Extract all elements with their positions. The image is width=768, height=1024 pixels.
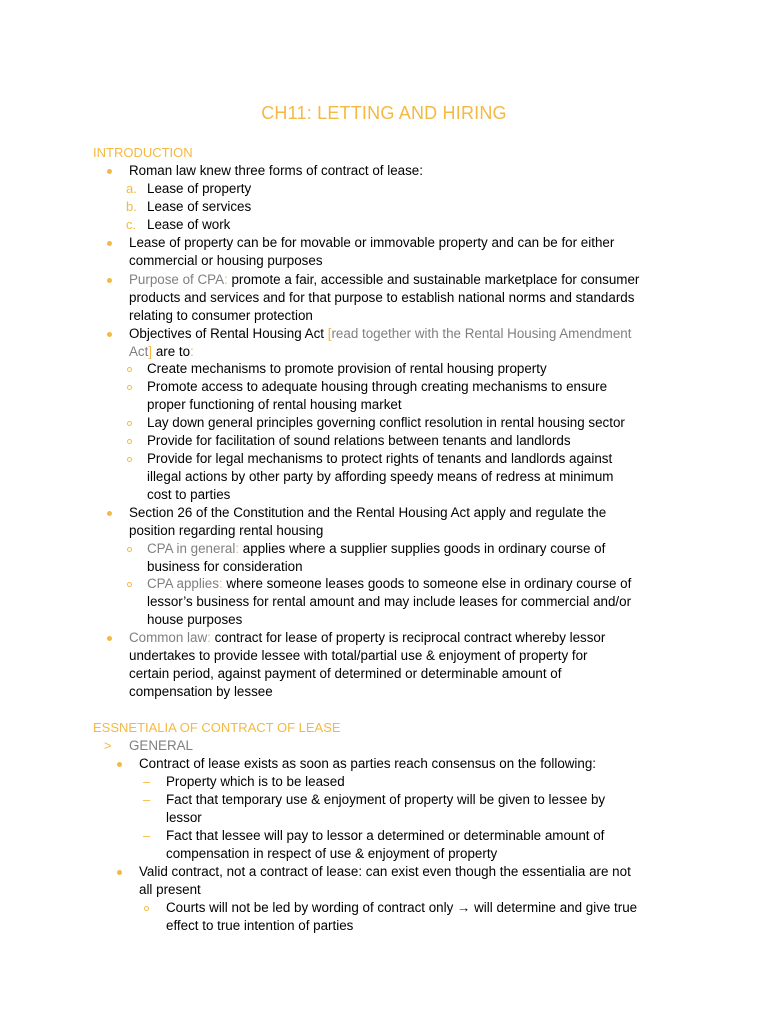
sub-bullet-icon — [127, 385, 132, 390]
text-run: Act — [129, 344, 149, 359]
list-item — [147, 540, 605, 558]
bullet-text: Valid contract, not a contract of lease: can exist even though the essentialia are not — [139, 864, 631, 879]
bullet-text: Roman law knew three forms of contract of lease: — [129, 163, 423, 178]
sub-bullet-icon — [127, 547, 132, 552]
bullet-text — [129, 629, 605, 647]
bullet-icon — [107, 169, 112, 174]
list-item: cost to parties — [147, 487, 231, 502]
bullet-text: commercial or housing purposes — [129, 253, 323, 268]
list-item: Promote access to adequate housing through creating mechanisms to ensure — [147, 379, 608, 394]
list-item: effect to true intention of parties — [166, 918, 354, 933]
list-item: Lay down general principles governing conflict resolution in rental housing sector — [147, 415, 625, 430]
dash-marker: – — [143, 828, 151, 843]
term-colon: : — [190, 344, 194, 359]
bullet-icon — [117, 870, 122, 875]
subheading-general: GENERAL — [129, 738, 193, 753]
list-item: compensation in respect of use & enjoyment of property — [166, 846, 498, 861]
term-colon: : — [235, 541, 240, 556]
list-item: Lease of services — [147, 199, 252, 214]
bullet-text: Contract of lease exists as soon as parties reach consensus on the following: — [139, 756, 597, 771]
term-label: CPA in general — [147, 541, 236, 556]
list-item: Create mechanisms to promote provision of rental housing property — [147, 361, 547, 376]
list-item: Lease of work — [147, 217, 231, 232]
text-run: Objectives of Rental Housing Act — [129, 326, 328, 341]
bullet-text: products and services and for that purpose to establish national norms and standards — [129, 290, 635, 305]
bullet-icon — [107, 278, 112, 283]
sub-bullet-icon — [127, 457, 132, 462]
sub-bullet-icon — [127, 421, 132, 426]
section-heading-introduction: INTRODUCTION — [93, 145, 193, 160]
dash-marker: – — [143, 774, 151, 789]
bullet-text: position regarding rental housing — [129, 523, 324, 538]
list-marker: a. — [126, 181, 137, 196]
term-text: promote a fair, accessible and sustainable marketplace for consumer — [227, 272, 640, 287]
text-run: are to — [152, 344, 191, 359]
bracket: ] — [148, 344, 153, 359]
list-item: Fact that temporary use & enjoyment of property will be given to lessee by — [166, 792, 606, 807]
list-item: Provide for facilitation of sound relations between tenants and landlords — [147, 433, 571, 448]
page-title: CH11: LETTING AND HIRING — [261, 103, 507, 123]
dash-marker: – — [143, 792, 151, 807]
bracket: [ — [327, 326, 332, 341]
list-item: business for consideration — [147, 559, 303, 574]
term-colon: : — [224, 272, 228, 287]
bullet-text — [129, 325, 631, 343]
bullet-icon — [117, 762, 122, 767]
list-item: illegal actions by other party by affording speedy means of redress at minimum — [147, 469, 614, 484]
bullet-text: certain period, against payment of determined or determinable amount of — [129, 666, 562, 681]
list-marker: c. — [126, 217, 137, 232]
list-item: proper functioning of rental housing market — [147, 397, 402, 412]
list-item: Lease of property — [147, 181, 252, 196]
list-item: lessor — [166, 810, 202, 825]
bullet-text: compensation by lessee — [129, 684, 273, 699]
term-label: CPA applies — [147, 576, 219, 591]
section-heading-essentialia: ESSNETIALIA OF CONTRACT OF LEASE — [93, 720, 341, 735]
list-item: Courts will not be led by wording of contract only → will determine and give true — [166, 900, 638, 915]
bullet-icon — [107, 241, 112, 246]
bullet-icon — [107, 636, 112, 641]
text-run: read together with the Rental Housing Amendment — [331, 326, 632, 341]
bullet-icon — [107, 332, 112, 337]
term-label: Purpose of CPA — [129, 272, 225, 287]
list-item: lessor’s business for rental amount and may include leases for commercial and/or — [147, 594, 632, 609]
term-text: where someone leases goods to someone else in ordinary course of — [222, 576, 632, 591]
term-colon: : — [207, 630, 211, 645]
list-item: house purposes — [147, 612, 243, 627]
bullet-text — [129, 343, 194, 361]
sub-bullet-icon — [127, 439, 132, 444]
bullet-text: Lease of property can be for movable or immovable property and can be for either — [129, 235, 615, 250]
list-item: Property which is to be leased — [166, 774, 345, 789]
list-item — [147, 575, 631, 593]
bullet-text — [129, 271, 639, 289]
bullet-text: undertakes to provide lessee with total/partial use & enjoyment of property for — [129, 648, 588, 663]
bullet-icon — [107, 511, 112, 516]
sub-bullet-icon — [127, 367, 132, 372]
term-label: Common law — [129, 630, 208, 645]
list-item: Fact that lessee will pay to lessor a determined or determinable amount of — [166, 828, 605, 843]
bullet-text: relating to consumer protection — [129, 308, 313, 323]
bullet-text: all present — [139, 882, 201, 897]
sub-bullet-icon — [144, 906, 149, 911]
list-item: Provide for legal mechanisms to protect rights of tenants and landlords against — [147, 451, 613, 466]
term-colon: : — [218, 576, 223, 591]
term-text: applies where a supplier supplies goods in ordinary course of — [239, 541, 606, 556]
sub-bullet-icon — [127, 582, 132, 587]
chevron-right-icon: > — [104, 738, 112, 753]
list-marker: b. — [126, 199, 137, 214]
term-text: contract for lease of property is reciprocal contract whereby lessor — [210, 630, 606, 645]
bullet-text: Section 26 of the Constitution and the Rental Housing Act apply and regulate the — [129, 505, 607, 520]
